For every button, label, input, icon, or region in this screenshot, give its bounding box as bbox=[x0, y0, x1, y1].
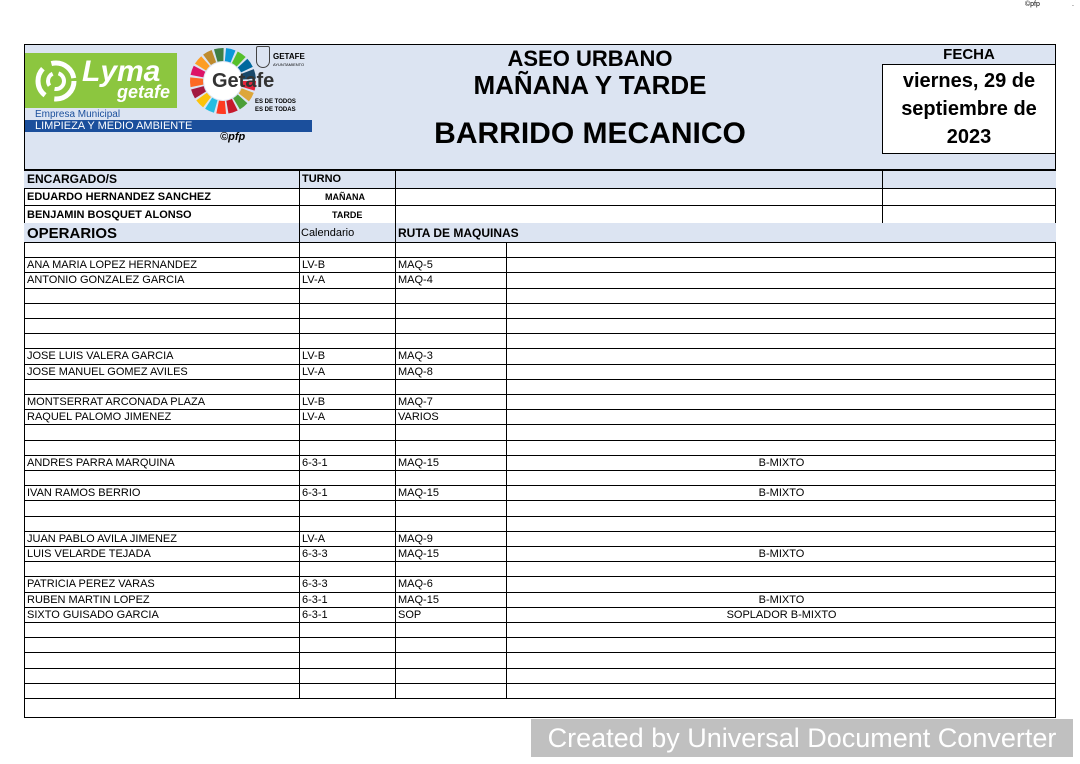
ruta-heading: RUTA DE MAQUINAS bbox=[398, 226, 519, 240]
lyma-swirl-icon bbox=[31, 56, 81, 106]
grid-line bbox=[24, 348, 1056, 349]
operario-maquina: MAQ-15 bbox=[398, 487, 439, 500]
grid-line bbox=[24, 531, 1056, 532]
slogan-line-2: ES DE TODAS bbox=[255, 107, 296, 113]
grid-line bbox=[506, 242, 507, 698]
grid-line bbox=[24, 364, 1056, 365]
grid-line bbox=[24, 668, 1056, 669]
operario-name: PATRICIA PEREZ VARAS bbox=[27, 578, 155, 591]
slogan-line-1: ES DE TODOS bbox=[255, 99, 296, 105]
slogan bbox=[255, 98, 296, 114]
operario-calendario: LV-A bbox=[302, 411, 326, 424]
corner-dot: . bbox=[1072, 1, 1074, 8]
grid-line bbox=[24, 607, 1056, 608]
operario-calendario: LV-B bbox=[302, 350, 326, 363]
fecha-line-1: viernes, 29 de bbox=[902, 70, 1036, 92]
operario-calendario: 6-3-1 bbox=[302, 456, 328, 469]
grid-line bbox=[24, 409, 1056, 410]
grid-line bbox=[24, 516, 1056, 517]
operario-maquina: MAQ-9 bbox=[398, 532, 433, 545]
encargado-name: BENJAMIN BOSQUET ALONSO bbox=[27, 209, 192, 221]
sdg-segment bbox=[190, 77, 203, 87]
title-barrido: BARRIDO MECANICO bbox=[434, 117, 746, 150]
operario-calendario: LV-A bbox=[302, 274, 326, 287]
grid-line bbox=[299, 170, 300, 223]
operario-name: RAQUEL PALOMO JIMENEZ bbox=[27, 411, 172, 424]
encargado-turno: MAÑANA bbox=[325, 192, 365, 202]
operario-name: LUIS VELARDE TEJADA bbox=[27, 548, 151, 560]
operario-maquina: MAQ-15 bbox=[398, 593, 439, 606]
operario-calendario: 6-3-1 bbox=[302, 593, 328, 606]
sdg-segment bbox=[214, 48, 224, 62]
operario-maquina: MAQ-7 bbox=[398, 396, 433, 408]
operario-maquina: VARIOS bbox=[398, 411, 439, 424]
operario-maquina: MAQ-4 bbox=[398, 274, 433, 287]
grid-line bbox=[24, 333, 1056, 334]
grid-line bbox=[24, 272, 1056, 273]
grid-line bbox=[24, 500, 1056, 501]
operario-calendario: 6-3-1 bbox=[302, 487, 328, 500]
grid-line bbox=[24, 288, 1056, 289]
fecha-box bbox=[882, 64, 1056, 154]
title-turno: MAÑANA Y TARDE bbox=[473, 70, 707, 100]
getafe-small-text: GETAFE bbox=[273, 52, 305, 61]
ayuntamiento-text: AYUNTAMIENTO bbox=[273, 62, 305, 67]
operario-maquina: MAQ-8 bbox=[398, 365, 433, 378]
operario-calendario: 6-3-1 bbox=[302, 608, 328, 621]
watermark: Created by Universal Document Converter bbox=[531, 719, 1073, 757]
operario-nota: B-MIXTO bbox=[758, 487, 805, 500]
operario-name: JOSE LUIS VALERA GARCIA bbox=[27, 350, 174, 363]
operario-name: RUBEN MARTIN LOPEZ bbox=[27, 593, 150, 606]
operario-name: ANTONIO GONZALEZ GARCIA bbox=[27, 274, 185, 287]
grid-line bbox=[24, 170, 1056, 171]
turno-heading: TURNO bbox=[302, 173, 342, 185]
operario-nota: B-MIXTO bbox=[758, 593, 805, 606]
lyma-brand: Lyma bbox=[82, 55, 161, 88]
operario-calendario: LV-A bbox=[302, 365, 326, 378]
grid-line bbox=[24, 455, 1056, 456]
fecha-line-3: 2023 bbox=[946, 126, 992, 148]
title-aseo: ASEO URBANO bbox=[507, 46, 673, 71]
operario-name: ANA MARIA LOPEZ HERNANDEZ bbox=[27, 259, 197, 272]
grid-line bbox=[24, 485, 1056, 486]
operario-name: MONTSERRAT ARCONADA PLAZA bbox=[27, 396, 206, 408]
grid-line bbox=[24, 683, 1056, 684]
encargados-heading: ENCARGADO/S bbox=[27, 172, 118, 186]
grid-line bbox=[24, 379, 1056, 380]
operario-name: JUAN PABLO AVILA JIMENEZ bbox=[27, 532, 177, 545]
grid-line bbox=[24, 592, 1056, 593]
operario-name: ANDRES PARRA MARQUINA bbox=[27, 456, 175, 469]
sdg-segment bbox=[216, 101, 226, 114]
operario-maquina: MAQ-6 bbox=[398, 578, 433, 591]
grid-line bbox=[24, 424, 1056, 425]
operarios-heading: OPERARIOS bbox=[27, 225, 118, 242]
operario-calendario: 6-3-3 bbox=[302, 578, 328, 591]
operario-nota: B-MIXTO bbox=[758, 456, 805, 469]
grid-line bbox=[395, 170, 396, 223]
operario-nota: SOPLADOR B-MIXTO bbox=[726, 608, 837, 621]
coat-of-arms-icon bbox=[256, 46, 270, 68]
operario-maquina: MAQ-5 bbox=[398, 259, 433, 272]
operario-maquina: MAQ-15 bbox=[398, 456, 439, 469]
operario-maquina: MAQ-15 bbox=[398, 548, 439, 560]
grid-line bbox=[24, 257, 1056, 258]
operario-name: IVAN RAMOS BERRIO bbox=[27, 487, 141, 500]
encargado-turno: TARDE bbox=[332, 210, 363, 220]
operario-maquina: SOP bbox=[398, 608, 422, 621]
grid-line bbox=[299, 223, 300, 698]
grid-line bbox=[24, 470, 1056, 471]
operario-calendario: LV-B bbox=[302, 396, 326, 408]
grid-line bbox=[24, 188, 1056, 189]
grid-line bbox=[24, 242, 1056, 243]
operario-calendario: LV-B bbox=[302, 259, 326, 272]
grid-line bbox=[24, 652, 1056, 653]
limpieza-banner: LIMPIEZA Y MEDIO AMBIENTE bbox=[25, 120, 312, 132]
lyma-brand-sub: getafe bbox=[117, 82, 171, 102]
logo-copyright: ©pfp bbox=[220, 131, 246, 143]
operario-nota: B-MIXTO bbox=[758, 548, 805, 560]
operario-calendario: 6-3-3 bbox=[302, 548, 328, 560]
grid-line bbox=[24, 546, 1056, 547]
grid-line bbox=[24, 637, 1056, 638]
operario-name: JOSE MANUEL GOMEZ AVILES bbox=[27, 365, 188, 378]
fecha-line-2: septiembre de bbox=[901, 98, 1037, 120]
grid-line bbox=[395, 223, 396, 698]
corner-copyright: ©pfp bbox=[1025, 1, 1040, 8]
operario-name: SIXTO GUISADO GARCIA bbox=[27, 608, 159, 621]
fecha-label: FECHA bbox=[943, 46, 995, 63]
empresa-municipal: Empresa Municipal bbox=[35, 109, 121, 120]
grid-line bbox=[24, 576, 1056, 577]
grid-line bbox=[24, 205, 1056, 206]
operario-calendario: LV-A bbox=[302, 532, 326, 545]
grid-line bbox=[24, 318, 1056, 319]
grid-line bbox=[24, 440, 1056, 441]
grid-line bbox=[24, 698, 1056, 699]
encargados-header-bg bbox=[24, 170, 1056, 188]
grid-line bbox=[24, 561, 1056, 562]
grid-line bbox=[24, 303, 1056, 304]
grid-line bbox=[24, 622, 1056, 623]
operario-maquina: MAQ-3 bbox=[398, 350, 433, 363]
operarios-header-bg bbox=[24, 223, 1056, 242]
getafe-logo-text: Getafe bbox=[212, 70, 275, 92]
encargado-name: EDUARDO HERNANDEZ SANCHEZ bbox=[27, 191, 211, 203]
calendario-heading: Calendario bbox=[301, 227, 355, 239]
grid-line bbox=[882, 170, 883, 223]
grid-line bbox=[24, 394, 1056, 395]
